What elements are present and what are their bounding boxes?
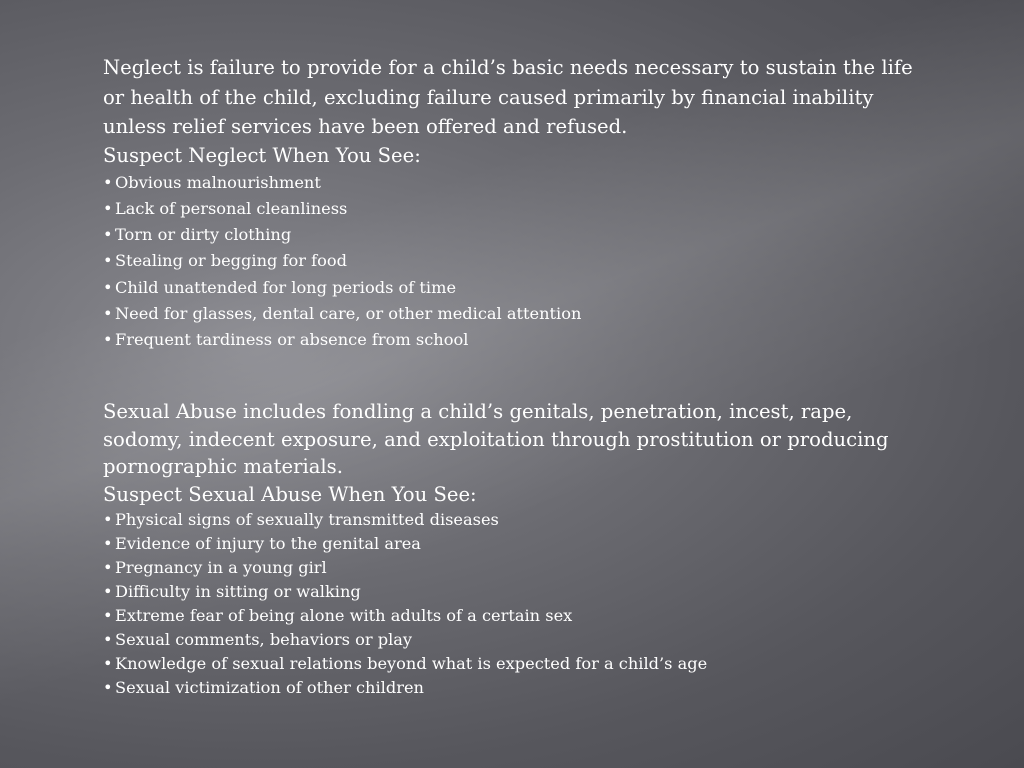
list-item-text: Sexual comments, behaviors or play <box>115 629 413 649</box>
bullet-icon: • <box>103 303 113 323</box>
bullet-icon: • <box>103 509 113 529</box>
list-item-text: Extreme fear of being alone with adults of a certain sex <box>115 605 573 625</box>
bullet-icon: • <box>103 533 113 553</box>
list-item <box>103 580 933 604</box>
neglect-heading: Suspect Neglect When You See: <box>103 143 421 167</box>
neglect-definition: Neglect is failure to provide for a child’s basic needs necessary to sustain the life or health of the child, excluding failure caused primarily by financial inability unless relief services have been offered and refused. <box>103 56 913 138</box>
bullet-icon: • <box>103 653 113 673</box>
neglect-section <box>103 53 933 354</box>
list-item-text: Torn or dirty clothing <box>115 225 292 245</box>
neglect-signs-list <box>103 170 933 354</box>
list-item <box>103 196 933 222</box>
list-item <box>103 170 933 196</box>
list-item-text: Frequent tardiness or absence from school <box>115 330 469 350</box>
list-item-text: Pregnancy in a young girl <box>115 557 327 577</box>
list-item-text: Sexual victimization of other children <box>115 677 424 697</box>
list-item-text: Evidence of injury to the genital area <box>115 533 421 553</box>
bullet-icon: • <box>103 277 113 297</box>
bullet-icon: • <box>103 629 113 649</box>
list-item <box>103 248 933 274</box>
list-item-text: Knowledge of sexual relations beyond what is expected for a child’s age <box>115 653 708 673</box>
list-item-text: Difficulty in sitting or walking <box>115 581 361 601</box>
bullet-icon: • <box>103 225 113 245</box>
list-item <box>103 327 933 353</box>
bullet-icon: • <box>103 330 113 350</box>
list-item-text: Need for glasses, dental care, or other medical attention <box>115 303 582 323</box>
bullet-icon: • <box>103 581 113 601</box>
list-item <box>103 222 933 248</box>
sexual-abuse-definition: Sexual Abuse includes fondling a child’s genitals, penetration, incest, rape, sodomy, indecent exposure, and exploitation through prostitution or producing pornographic materials. <box>103 400 889 478</box>
sexual-abuse-signs-list <box>103 508 933 700</box>
list-item <box>103 604 933 628</box>
list-item <box>103 301 933 327</box>
list-item <box>103 532 933 556</box>
list-item <box>103 676 933 700</box>
list-item-text: Child unattended for long periods of time <box>115 277 457 297</box>
bullet-icon: • <box>103 557 113 577</box>
list-item <box>103 652 933 676</box>
sexual-abuse-section <box>103 398 933 700</box>
bullet-icon: • <box>103 251 113 271</box>
list-item-text: Obvious malnourishment <box>115 172 321 192</box>
list-item <box>103 508 933 532</box>
sexual-abuse-heading: Suspect Sexual Abuse When You See: <box>103 482 477 506</box>
bullet-icon: • <box>103 172 113 192</box>
list-item-text: Lack of personal cleanliness <box>115 198 348 218</box>
list-item-text: Physical signs of sexually transmitted diseases <box>115 509 499 529</box>
list-item <box>103 556 933 580</box>
bullet-icon: • <box>103 677 113 697</box>
bullet-icon: • <box>103 198 113 218</box>
bullet-icon: • <box>103 605 113 625</box>
list-item <box>103 628 933 652</box>
list-item-text: Stealing or begging for food <box>115 251 347 271</box>
list-item <box>103 275 933 301</box>
